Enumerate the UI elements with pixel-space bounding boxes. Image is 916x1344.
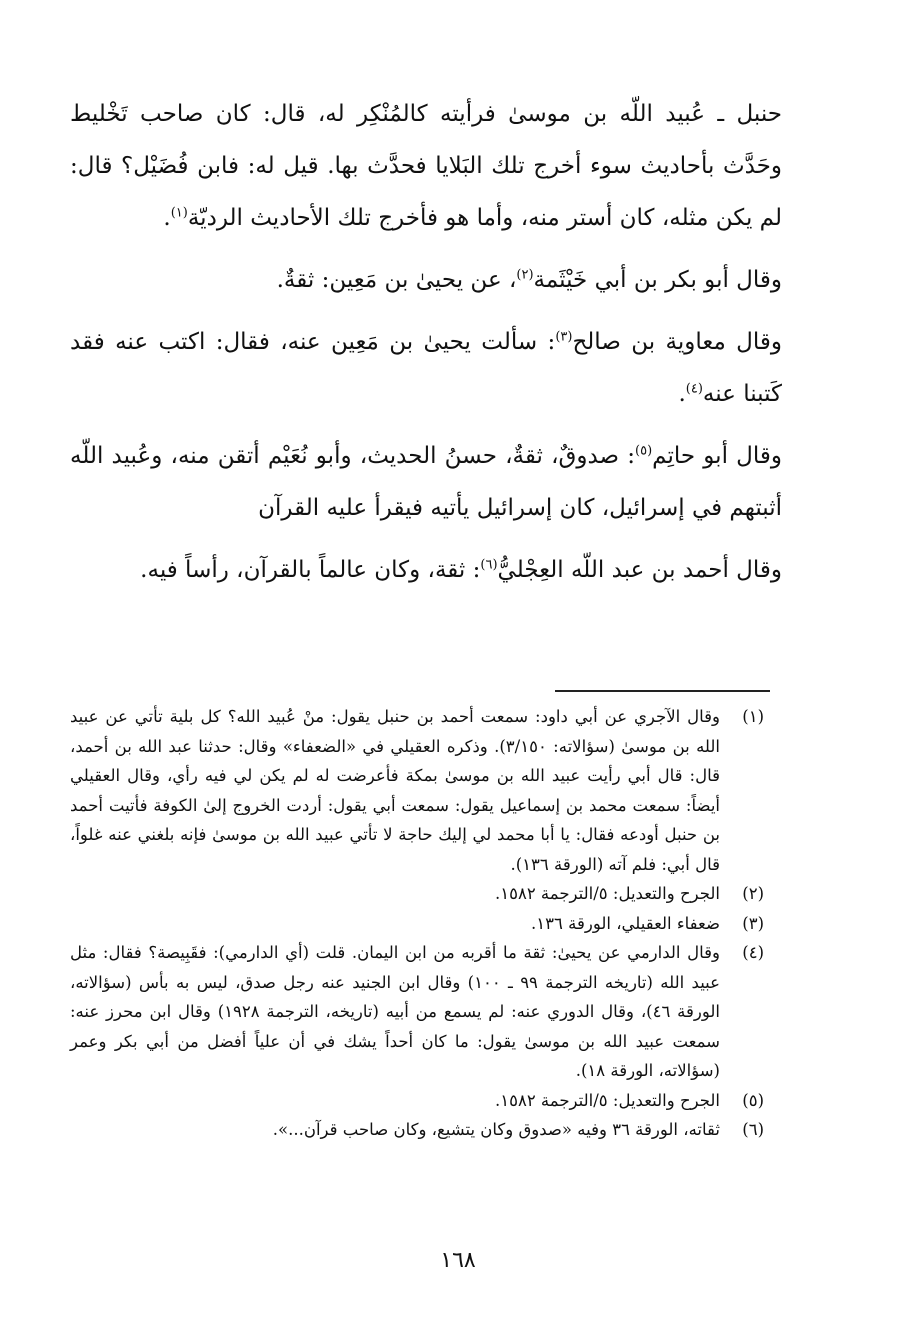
footnote-text: الجرح والتعديل: ٥/الترجمة ١٥٨٢. bbox=[494, 1090, 720, 1110]
footnote-1 bbox=[70, 702, 764, 879]
footnote-text: ضعفاء العقيلي، الورقة ١٣٦. bbox=[531, 913, 720, 933]
paragraph-5-text-b: : ثقة، وكان عالماً بالقرآن، رأساً فيه. bbox=[140, 557, 481, 583]
footnote-number: (٢) bbox=[742, 884, 764, 903]
paragraph-3-text-b: : سألت يحيىٰ بن مَعِين عنه، فقال: اكتب عنه فقد كَتبنا عنه bbox=[70, 329, 782, 407]
footnote-number: (٤) bbox=[742, 943, 764, 962]
footnote-number: (٦) bbox=[742, 1120, 764, 1139]
paragraph-1 bbox=[70, 88, 782, 244]
main-text bbox=[70, 88, 782, 596]
footnote-ref-4: (٤) bbox=[685, 381, 703, 397]
paragraph-4-text-b: : صدوقٌ، ثقةٌ، حسنُ الحديث، وأبو نُعَيْم أتقن منه، وعُبيد اللّه أثبتهم في إسرائيل، كان إسرائيل يأتيه فيقرأ عليه القرآن bbox=[70, 443, 782, 521]
footnote-ref-5: (٥) bbox=[635, 443, 653, 459]
paragraph-5 bbox=[70, 544, 782, 596]
footnote-text: الجرح والتعديل: ٥/الترجمة ١٥٨٢. bbox=[494, 884, 720, 903]
footnote-3 bbox=[70, 909, 764, 939]
footnote-separator bbox=[555, 690, 770, 692]
paragraph-4 bbox=[70, 430, 782, 534]
paragraph-2-text-a: وقال أبو بكر بن أبي خَيْثَمة bbox=[533, 267, 782, 293]
footnote-ref-6: (٦) bbox=[480, 557, 498, 573]
footnote-2 bbox=[70, 879, 764, 909]
paragraph-2-text-b: ، عن يحيىٰ بن مَعِين: ثقةٌ. bbox=[276, 267, 517, 293]
footnote-number: (٣) bbox=[742, 913, 764, 933]
footnote-number: (١) bbox=[742, 707, 764, 726]
page-number: ١٦٨ bbox=[440, 1248, 476, 1273]
footnote-4 bbox=[70, 938, 764, 1086]
footnote-number: (٥) bbox=[742, 1090, 764, 1110]
footnote-6 bbox=[70, 1115, 764, 1145]
paragraph-3-text-a: وقال معاوية بن صالح bbox=[572, 329, 782, 355]
paragraph-5-text-a: وقال أحمد بن عبد اللّه العِجْليُّ bbox=[497, 557, 782, 583]
footnote-ref-2: (٢) bbox=[516, 267, 534, 283]
footnote-text: وقال الآجري عن أبي داود: سمعت أحمد بن حنبل يقول: منْ عُبيد الله؟ كل بلية تأتي عن عبيد الله بن موسىٰ (سؤالاته: ٣/١٥٠). وذكره العقيلي في «الضعفاء» وقال: حدثنا عبد الله بن أحمد، قال: قال أبي رأيت عبيد الله بن موسىٰ بمكة فأعرضت له لم يكن لي فيه رأي، وقال العقيلي أيضاً: سمعت محمد بن إسماعيل يقول: سمعت أبي يقول: أردت الخروج إلىٰ الكوفة فأتيت أحمد بن حنبل أودعه فقال: يا أبا محمد لي إليك حاجة لا تأتي عبيد الله بن موسىٰ فإنه بلغني عنه غلواً، قال أبي: فلم آته (الورقة ١٣٦). bbox=[70, 707, 720, 874]
footnote-5 bbox=[70, 1086, 764, 1116]
paragraph-1-end: . bbox=[163, 205, 171, 231]
footnote-ref-1: (١) bbox=[170, 205, 188, 221]
paragraph-3-end: . bbox=[678, 381, 686, 407]
paragraph-3 bbox=[70, 316, 782, 420]
footnotes bbox=[70, 702, 764, 1145]
paragraph-4-text-a: وقال أبو حاتِم bbox=[652, 443, 782, 469]
footnote-ref-3: (٣) bbox=[555, 329, 573, 345]
paragraph-2 bbox=[70, 254, 782, 306]
paragraph-1-text: حنبل ـ عُبيد اللّه بن موسىٰ فرأيته كالمُنْكِر له، قال: كان صاحب تَخْليط وحَدَّث بأحاديث سوء أخرج تلك البَلايا فحدَّث بها. قيل له: فابن فُضَيْل؟ قال: لم يكن مثله، كان أستر منه، وأما هو فأخرج تلك الأحاديث الرديّة bbox=[70, 101, 782, 231]
footnote-text: ثقاته، الورقة ٣٦ وفيه «صدوق وكان يتشيع، وكان صاحب قرآن...». bbox=[272, 1120, 720, 1139]
footnote-text: وقال الدارمي عن يحيىٰ: ثقة ما أقربه من ابن اليمان. قلت (أي الدارمي): فقَبِيصة؟ فقال: مثل عبيد الله (تاريخه الترجمة ٩٩ ـ ١٠٠) وقال ابن الجنيد عنه رجل صدق، ليس به بأس (سؤالاته، الورقة ٤٦)، وقال الدوري عنه: لم يسمع من أبيه (تاريخه، الترجمة ١٩٢٨) وقال ابن محرز عنه: سمعت عبيد الله بن موسىٰ يقول: ما كان أحداً يشك في أن علياً أفضل من أبي بكر وعمر (سؤالاته، الورقة ١٨). bbox=[70, 943, 720, 1080]
